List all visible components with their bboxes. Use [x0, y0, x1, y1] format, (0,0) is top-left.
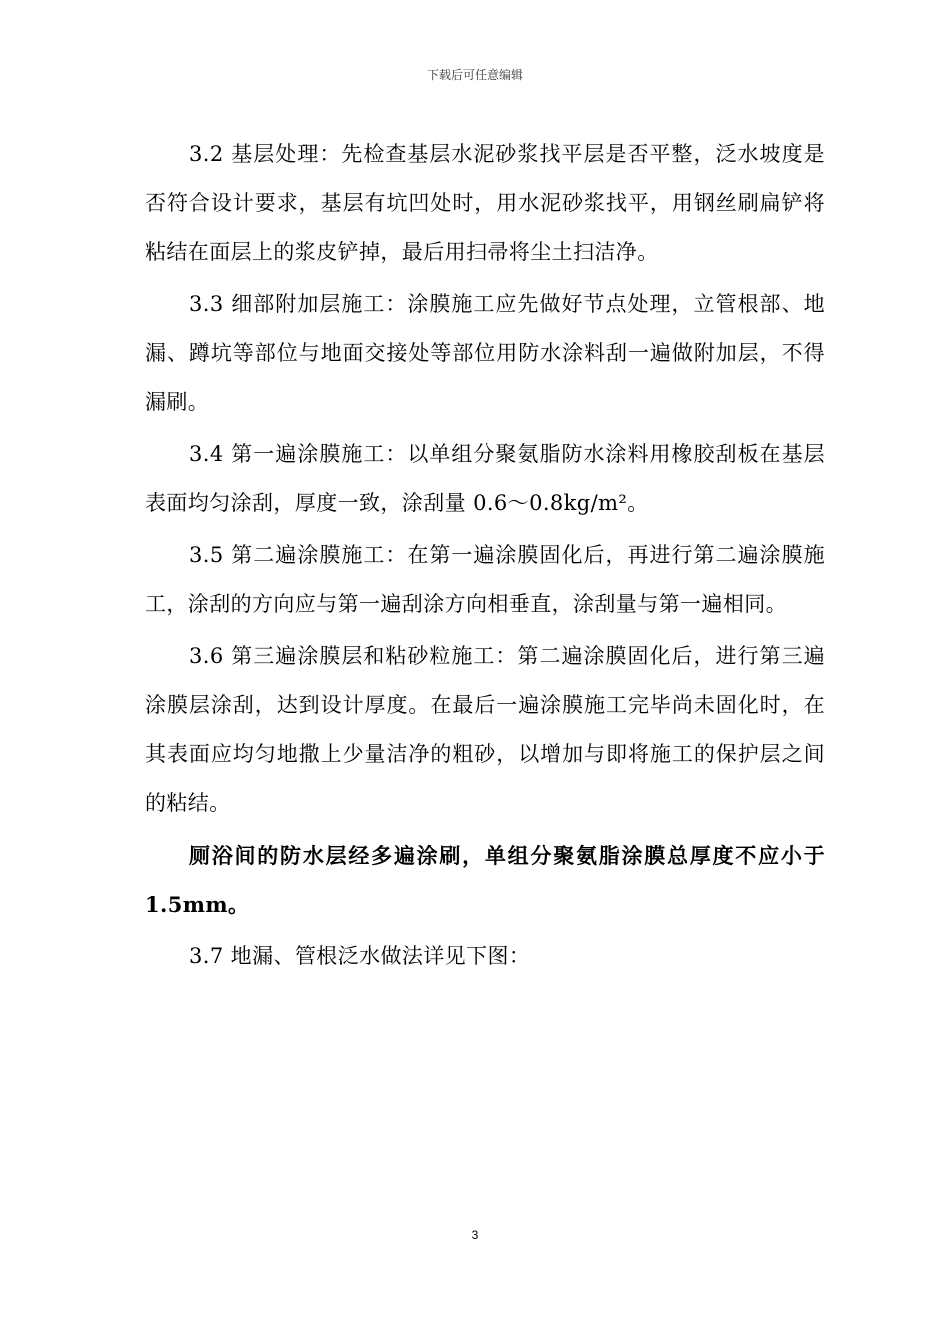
thickness-requirement: 厕浴间的防水层经多遍涂刷，单组分聚氨脂涂膜总厚度不应小于 1.5mm。 [145, 843, 825, 917]
paragraph-3-5: 3.5 第二遍涂膜施工：在第一遍涂膜固化后，再进行第二遍涂膜施工，涂刮的方向应与第一遍刮涂方向相垂直，涂刮量与第一遍相同。 [145, 543, 825, 616]
document-body [145, 130, 825, 984]
header-note: 下载后可任意编辑 [426, 68, 523, 82]
paragraph-3-3: 3.3 细部附加层施工：涂膜施工应先做好节点处理，立管根部、地漏、蹲坑等部位与地面交接处等部位用防水涂料刮一遍做附加层，不得漏刷。 [145, 292, 825, 414]
page-number: 3 [471, 1228, 479, 1242]
paragraph-3-2: 3.2 基层处理：先检查基层水泥砂浆找平层是否平整，泛水坡度是否符合设计要求，基层有坑凹处时，用水泥砂浆找平，用钢丝刷扁铲将粘结在面层上的浆皮铲掉，最后用扫帚将尘土扫洁净。 [145, 142, 825, 264]
paragraph-3-6: 3.6 第三遍涂膜层和粘砂粒施工：第二遍涂膜固化后，进行第三遍涂膜层涂刮，达到设计厚度。在最后一遍涂膜施工完毕尚未固化时，在其表面应均匀地撒上少量洁净的粗砂，以增加与即将施工的保护层之间的粘结。 [145, 644, 825, 815]
paragraph-3-4: 3.4 第一遍涂膜施工：以单组分聚氨脂防水涂料用橡胶刮板在基层表面均匀涂刮，厚度一致，涂刮量 0.6～0.8kg/m²。 [145, 442, 825, 515]
paragraph-3-7: 3.7 地漏、管根泛水做法详见下图： [189, 944, 531, 968]
